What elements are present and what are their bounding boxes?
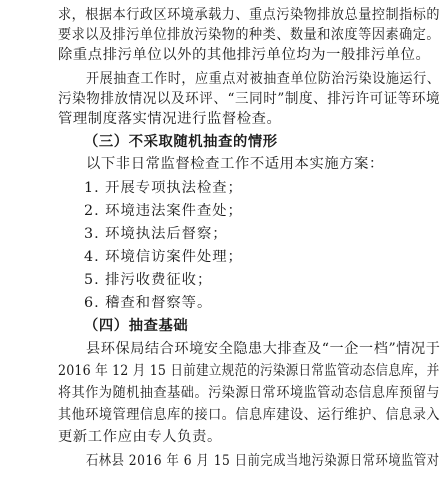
list-item: 2. 环境违法案件查处；	[84, 203, 243, 219]
list-item: 3. 环境执法后督察；	[84, 226, 228, 242]
text-line: 将其作为随机抽查基础。污染源日常环境监管动态信息库预留与	[58, 385, 441, 401]
text-line: 其他环境管理信息库的接口。信息库建设、运行维护、信息录入	[58, 407, 441, 423]
text-line: 除重点排污单位以外的其他排污单位均为一般排污单位。	[58, 47, 431, 63]
text-line: 要求以及排污单位排放污染物的种类、数量和浓度等因素确定。	[58, 27, 441, 43]
text-line: 2016 年 12 月 15 日前建立规范的污染源日常监管动态信息库，并	[58, 363, 440, 379]
text-line: 求，根据本行政区环境承载力、重点污染物排放总量控制指标的	[58, 7, 441, 23]
text-line: 污染物排放情况以及环评、“三同时”制度、排污许可证等环境	[58, 91, 441, 107]
text-line: 管理制度落实情况进行监督检查。	[58, 111, 282, 127]
text-line: 石林县 2016 年 6 月 15 日前完成当地污染源日常环境监管对	[86, 453, 440, 469]
list-item: 1. 开展专项执法检查；	[84, 180, 243, 196]
text-line: 开展抽查工作时，应重点对被抽查单位防治污染设施运行、	[86, 71, 441, 87]
text-line: 以下非日常监督检查工作不适用本实施方案：	[86, 156, 384, 172]
text-line: 更新工作应由专人负责。	[58, 429, 222, 445]
section-heading: （三）不采取随机抽查的情形	[84, 134, 278, 150]
list-item: 4. 环境信访案件处理；	[84, 249, 243, 265]
list-item: 5. 排污收费征收；	[84, 272, 213, 288]
section-heading: （四）抽查基础	[84, 318, 189, 334]
list-item: 6. 稽查和督察等。	[84, 295, 213, 311]
text-line: 县环保局结合环境安全隐患大排查及“一企一档”情况于	[86, 341, 441, 357]
